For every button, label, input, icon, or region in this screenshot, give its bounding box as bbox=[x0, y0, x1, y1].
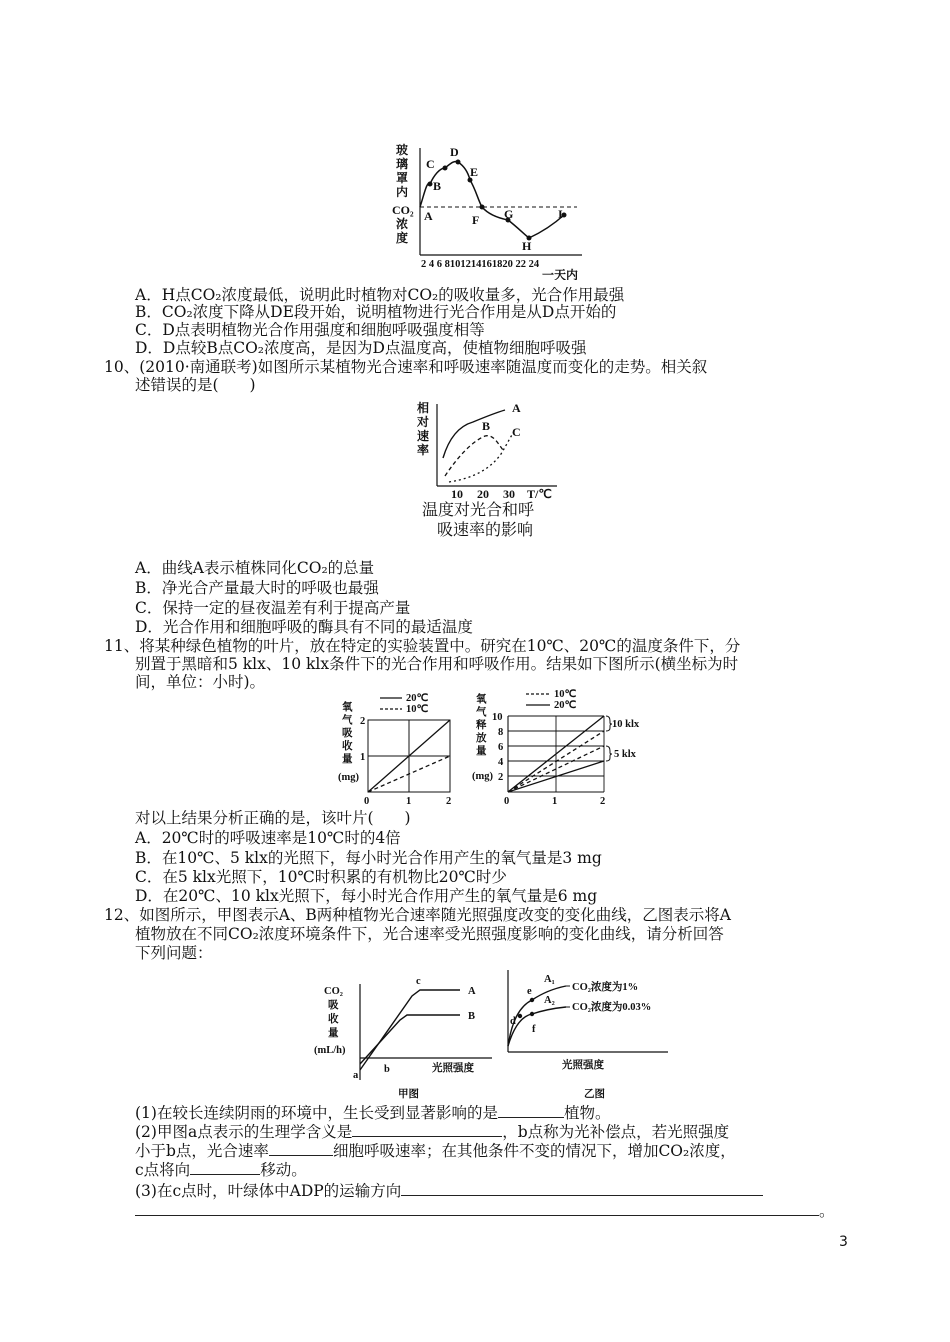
fig2-xtick-10: 10 bbox=[451, 487, 463, 500]
fig3a-legend-20c: 20℃ bbox=[406, 693, 429, 704]
fig1-ylabel-7: 度 bbox=[396, 231, 409, 245]
yi-curve-003pct bbox=[508, 1007, 566, 1046]
fig3a-legend-10c: 10℃ bbox=[406, 704, 429, 715]
q12-s2-text-e: c点将向 bbox=[135, 1161, 191, 1179]
oxygen-release-figure bbox=[470, 688, 670, 808]
fig3b-legend-10c: 10℃ bbox=[554, 689, 577, 700]
q9-option-a: A．H点CO₂浓度最低，说明此时植物对CO₂的吸收量多，光合作用最强 bbox=[135, 286, 625, 304]
q10-option-d: D．光合作用和细胞呼吸的酶具有不同的最适温度 bbox=[135, 618, 473, 636]
fig1-point-c bbox=[443, 166, 448, 171]
fig3a-ytick-1: 1 bbox=[360, 752, 366, 763]
page-number: 3 bbox=[839, 1234, 848, 1250]
jia-label-curve-b: B bbox=[468, 1011, 476, 1022]
q12-s2-text-c: 小于b点，光合速率 bbox=[135, 1142, 269, 1160]
q12-subquestion-1 bbox=[135, 1102, 610, 1123]
q10-option-c: C．保持一定的昼夜温差有利于提高产量 bbox=[135, 599, 411, 617]
yi-point-e bbox=[530, 998, 534, 1002]
yi-caption: 乙图 bbox=[584, 1089, 605, 1100]
fig3b-ytick-8: 8 bbox=[498, 727, 504, 738]
yi-label-e: e bbox=[527, 986, 532, 997]
temperature-rate-figure bbox=[415, 398, 565, 500]
fig1-point-f bbox=[480, 205, 485, 210]
q12-stem-line1: 12、如图所示，甲图表示A、B两种植物光合速率随光照强度改变的变化曲线，乙图表示将A bbox=[104, 906, 732, 924]
fig1-label-i: I bbox=[558, 207, 563, 221]
q12-subquestion-2-line3 bbox=[135, 1159, 307, 1180]
fig3b-ylabel-4: 放 bbox=[476, 733, 487, 744]
jia-ylabel-4: 量 bbox=[328, 1028, 339, 1039]
fig3b-xtick-0: 0 bbox=[504, 796, 510, 807]
q12-s3-end: 。 bbox=[819, 1202, 835, 1220]
q10-stem-line2: 述错误的是( ) bbox=[135, 376, 256, 394]
fig2-curve-c bbox=[449, 430, 515, 482]
jia-curve-b bbox=[360, 1015, 460, 1064]
q11-stem-line3: 间，单位：小时)。 bbox=[135, 673, 266, 691]
fig3b-ytick-2: 2 bbox=[498, 772, 504, 783]
figure-yi bbox=[500, 960, 690, 1100]
q10-figure-caption-line1: 温度对光合和呼 bbox=[422, 500, 535, 519]
fig3a-ylabel-3: 吸 bbox=[342, 728, 353, 739]
fig3b-unit: (mg) bbox=[472, 771, 493, 782]
q12-s3-blank-2[interactable] bbox=[135, 1200, 819, 1216]
fig1-label-b: B bbox=[433, 179, 442, 193]
yi-label-a2: A₂ bbox=[544, 995, 555, 1006]
q10-figure-caption-line2: 吸速率的影响 bbox=[437, 520, 534, 539]
q11-option-a: A．20℃时的呼吸速率是10℃时的4倍 bbox=[135, 829, 401, 847]
q9-option-c: C．D点表明植物光合作用强度和细胞呼吸强度相等 bbox=[135, 321, 485, 339]
q12-s3-blank-1[interactable] bbox=[401, 1180, 763, 1196]
fig2-ylabel-2: 对 bbox=[417, 415, 430, 429]
q12-subquestion-3 bbox=[135, 1180, 763, 1201]
fig1-label-g: G bbox=[504, 207, 514, 221]
fig3b-ytick-10: 10 bbox=[492, 712, 503, 723]
fig1-ylabel-3: 罩 bbox=[396, 171, 409, 185]
fig3b-xtick-1: 1 bbox=[552, 796, 558, 807]
fig3b-ylabel-1: 氧 bbox=[476, 694, 487, 705]
q12-s2-text-d: 细胞呼吸速率；在其他条件不变的情况下，增加CO₂浓度， bbox=[332, 1142, 736, 1160]
fig2-ylabel-4: 率 bbox=[417, 443, 430, 457]
fig2-xtick-30: 30 bbox=[503, 487, 515, 500]
fig2-label-b: B bbox=[482, 419, 491, 433]
yi-label-f: f bbox=[532, 1024, 536, 1035]
yi-label-d: d bbox=[510, 1016, 516, 1027]
q11-option-b: B．在10℃、5 klx的光照下，每小时光合作用产生的氧气量是3 mg bbox=[135, 849, 602, 867]
fig2-xlabel: T/℃ bbox=[527, 487, 552, 500]
jia-ylabel-3: 收 bbox=[328, 1014, 339, 1025]
fig3b-ylabel-3: 释 bbox=[476, 720, 487, 731]
fig3a-ylabel-2: 气 bbox=[342, 715, 353, 726]
q11-stem-line1: 11、将某种绿色植物的叶片，放在特定的实验装置中。研究在10℃、20℃的温度条件下，分 bbox=[104, 637, 741, 655]
yi-label-a1: A₁ bbox=[544, 974, 555, 985]
fig1-label-a: A bbox=[424, 209, 433, 223]
jia-label-c: c bbox=[416, 976, 421, 987]
fig3b-ylabel-5: 量 bbox=[476, 746, 487, 757]
oxygen-uptake-figure bbox=[338, 692, 463, 807]
fig1-curve bbox=[420, 161, 564, 238]
q11-question: 对以上结果分析正确的是，该叶片( ) bbox=[135, 809, 411, 827]
fig1-point-b bbox=[428, 182, 433, 187]
jia-unit: (mL/h) bbox=[314, 1045, 346, 1056]
jia-xlabel: 光照强度 bbox=[432, 1063, 474, 1074]
q12-s2-text-b: ，b点称为光补偿点，若光照强度 bbox=[502, 1123, 730, 1141]
fig3b-label-10klx: 10 klx bbox=[612, 719, 640, 730]
q12-subquestion-2-line2 bbox=[135, 1140, 736, 1161]
fig2-curve-a bbox=[443, 410, 505, 458]
fig2-ylabel-3: 速 bbox=[417, 429, 430, 443]
fig1-label-h: H bbox=[522, 239, 532, 253]
q9-option-b: B．CO₂浓度下降从DE段开始，说明植物进行光合作用是从D点开始的 bbox=[135, 303, 617, 321]
yi-label-co2-1pct: CO₂浓度为1% bbox=[572, 982, 639, 993]
fig3a-xtick-0: 0 bbox=[364, 796, 370, 807]
q12-s2-blank-3[interactable] bbox=[190, 1159, 260, 1175]
fig1-xlabel: 一天内 bbox=[542, 268, 579, 280]
q10-option-a: A．曲线A表示植株同化CO₂的总量 bbox=[135, 559, 375, 577]
yi-curve-1pct bbox=[508, 986, 566, 1046]
fig1-xticks: 2 4 6 8101214161820 22 24 bbox=[421, 259, 540, 270]
fig1-ylabel-5: CO₂ bbox=[392, 203, 414, 217]
q9-option-d: D．D点较B点CO₂浓度高，是因为D点温度高，使植物细胞呼吸强 bbox=[135, 339, 587, 357]
q12-s1-blank[interactable] bbox=[498, 1102, 564, 1118]
yi-point-d bbox=[518, 1014, 522, 1018]
q12-s2-blank-2[interactable] bbox=[269, 1140, 333, 1156]
fig2-label-a: A bbox=[512, 401, 521, 415]
fig3b-label-5klx: 5 klx bbox=[614, 749, 636, 760]
fig3a-ylabel-1: 氧 bbox=[342, 702, 353, 713]
fig3a-unit: (mg) bbox=[338, 772, 359, 783]
fig2-label-c: C bbox=[512, 425, 521, 439]
fig2-curve-b bbox=[445, 436, 503, 476]
q12-s1-text-a: (1)在较长连续阴雨的环境中，生长受到显著影响的是 bbox=[135, 1104, 498, 1122]
yi-point-f bbox=[530, 1012, 534, 1016]
q12-s3-text-a: (3)在c点时，叶绿体中ADP的运输方向 bbox=[135, 1182, 402, 1200]
q12-subquestion-3-cont bbox=[135, 1200, 835, 1221]
fig3a-ytick-2: 2 bbox=[360, 716, 366, 727]
q12-s1-text-b: 植物。 bbox=[563, 1104, 611, 1122]
fig3b-brace-5klx bbox=[606, 746, 612, 761]
fig3a-ylabel-4: 收 bbox=[342, 741, 353, 752]
q11-option-d: D．在20℃、10 klx光照下，每小时光合作用产生的氧气量是6 mg bbox=[135, 887, 598, 905]
fig1-label-d: D bbox=[450, 145, 459, 159]
figure-jia bbox=[312, 960, 507, 1100]
fig3b-legend-20c: 20℃ bbox=[554, 700, 577, 711]
fig3a-xtick-1: 1 bbox=[406, 796, 412, 807]
jia-label-curve-a: A bbox=[468, 986, 476, 997]
q11-option-c: C．在5 klx光照下，10℃时积累的有机物比20℃时少 bbox=[135, 868, 507, 886]
q12-s2-text-f: 移动。 bbox=[260, 1161, 307, 1179]
fig3b-ytick-6: 6 bbox=[498, 742, 504, 753]
co2-daily-curve-figure bbox=[392, 140, 592, 280]
jia-ylabel-2: 吸 bbox=[328, 1000, 339, 1011]
q12-stem-line2: 植物放在不同CO₂浓度环境条件下，光合速率受光照强度影响的变化曲线，请分析回答 bbox=[135, 925, 724, 943]
fig1-label-f: F bbox=[472, 213, 480, 227]
fig1-ylabel-1: 玻 bbox=[396, 143, 409, 157]
fig3b-xtick-2: 2 bbox=[600, 796, 606, 807]
q12-stem-line3: 下列问题： bbox=[135, 944, 213, 962]
jia-ylabel-1: CO₂ bbox=[324, 986, 343, 997]
fig1-point-d bbox=[456, 160, 461, 165]
fig3a-ylabel-5: 量 bbox=[342, 754, 353, 765]
yi-label-co2-003pct: CO₂浓度为0.03% bbox=[572, 1002, 652, 1013]
q10-stem-line1: 10、(2010·南通联考)如图所示某植物光合速率和呼吸速率随温度而变化的走势。相关叙 bbox=[104, 358, 708, 376]
fig1-ylabel-4: 内 bbox=[396, 185, 409, 199]
fig3b-ytick-4: 4 bbox=[498, 757, 504, 768]
fig2-ylabel-1: 相 bbox=[417, 401, 430, 415]
jia-label-b: b bbox=[384, 1064, 390, 1075]
yi-xlabel: 光照强度 bbox=[562, 1060, 604, 1071]
fig1-ylabel-6: 浓 bbox=[396, 217, 409, 231]
fig1-label-c: C bbox=[426, 157, 435, 171]
q10-option-b: B．净光合产量最大时的呼吸也最强 bbox=[135, 579, 379, 597]
jia-label-a: a bbox=[353, 1070, 359, 1081]
jia-caption: 甲图 bbox=[398, 1089, 419, 1100]
fig2-xtick-20: 20 bbox=[477, 487, 489, 500]
q12-s2-text-a: (2)甲图a点表示的生理学含义是 bbox=[135, 1123, 353, 1141]
q12-subquestion-2-line1 bbox=[135, 1121, 729, 1142]
q11-stem-line2: 别置于黑暗和5 klx、10 klx条件下的光合作用和呼吸作用。结果如下图所示(横坐标为时 bbox=[135, 655, 739, 673]
fig3b-ylabel-2: 气 bbox=[476, 707, 487, 718]
q12-s2-blank-1[interactable] bbox=[352, 1121, 502, 1137]
fig3a-xtick-2: 2 bbox=[446, 796, 452, 807]
fig1-label-e: E bbox=[470, 165, 479, 179]
fig1-ylabel-2: 璃 bbox=[396, 157, 409, 171]
